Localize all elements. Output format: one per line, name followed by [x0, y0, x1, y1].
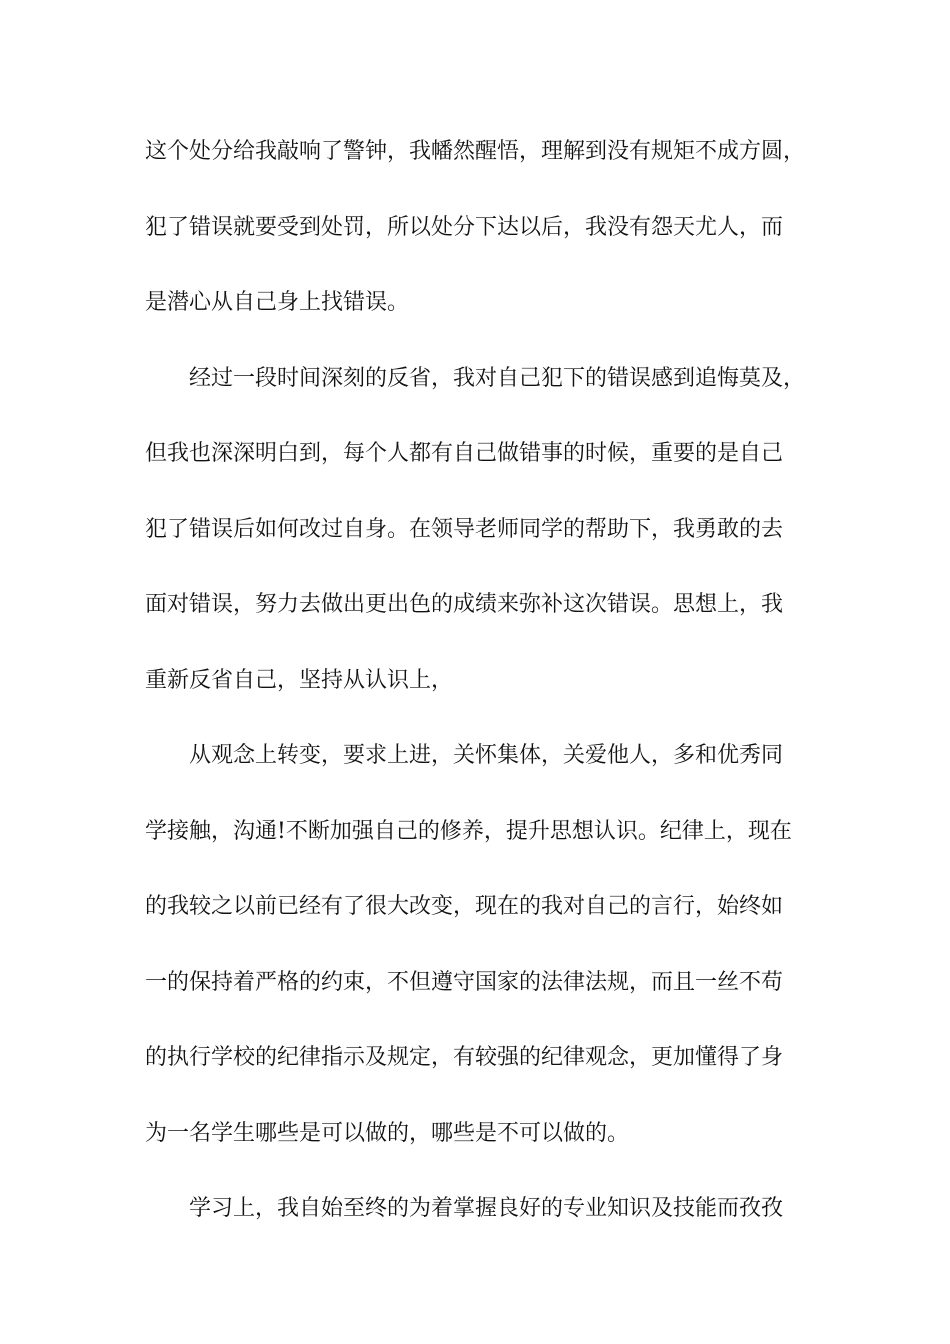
text-line: 为一名学生哪些是可以做的，哪些是不可以做的。	[145, 1120, 630, 1146]
text-line: 犯了错误就要受到处罚，所以处分下达以后，我没有怨天尤人，而	[145, 214, 784, 240]
text-line: 重新反省自己，坚持从认识上，	[145, 667, 454, 693]
text-line: 犯了错误后如何改过自身。在领导老师同学的帮助下，我勇敢的去	[145, 516, 784, 542]
text-line: 的执行学校的纪律指示及规定，有较强的纪律观念，更加懂得了身	[145, 1045, 784, 1070]
paragraph-start-line: 学习上，我自始至终的为着掌握良好的专业知识及技能而孜孜	[189, 1196, 784, 1221]
text-line: 这个处分给我敲响了警钟，我幡然醒悟，理解到没有规矩不成方圆，	[145, 139, 806, 164]
paragraph-start-line: 经过一段时间深刻的反省，我对自己犯下的错误感到追悔莫及，	[189, 365, 806, 391]
text-line: 的我较之以前已经有了很大改变，现在的我对自己的言行，始终如	[145, 894, 784, 919]
text-line: 一的保持着严格的约束，不但遵守国家的法律法规，而且一丝不苟	[145, 969, 784, 995]
text-line: 是潜心从自己身上找错误。	[145, 290, 410, 315]
document-body	[145, 127, 815, 1260]
text-line: 但我也深深明白到，每个人都有自己做错事的时候，重要的是自己	[145, 441, 784, 466]
paragraph-start-line: 从观念上转变，要求上进，关怀集体，关爱他人，多和优秀同	[189, 743, 784, 768]
text-line: 面对错误，努力去做出更出色的成绩来弥补这次错误。思想上，我	[145, 592, 784, 617]
text-line: 学接触，沟通!不断加强自己的修养，提升思想认识。纪律上，现在	[145, 818, 792, 844]
